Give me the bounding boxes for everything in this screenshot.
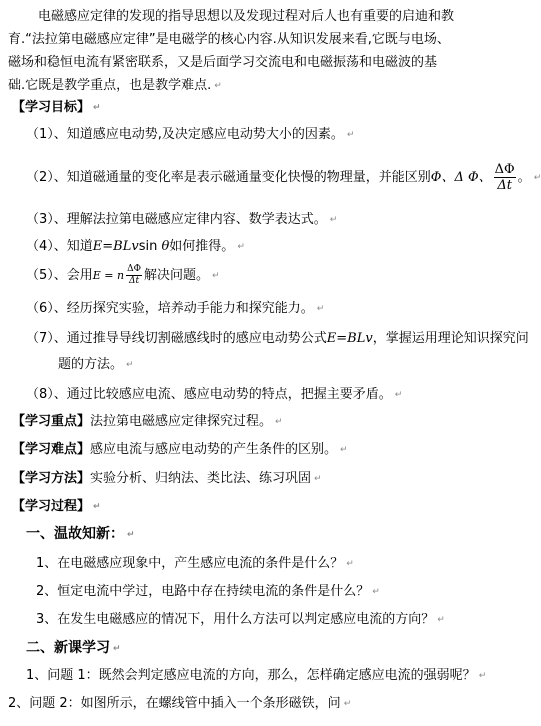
goal-item: （1）、知道感应电动势,及决定感应电动势大小的因素。 ↵ <box>26 127 355 142</box>
intro-line: 电磁感应定律的发现的指导思想以及发现过程对后人也有重要的启迪和教 <box>38 9 455 24</box>
phi-symbols: Φ、Δ Φ、 <box>430 170 492 185</box>
formula-e-n: E = n <box>92 269 125 282</box>
goal-item-continuation: 题的方法。 ↵ <box>58 357 134 372</box>
review-heading: 一、温故知新： ↵ <box>26 526 135 542</box>
goal-item: （5）、会用E = n $\frac{\Delta\Phi}{\Delta t}$ 解决问题。 ↵ <box>26 264 220 286</box>
key-point-line: 【学习重点】法拉第电磁感应定律探究过程。 ↵ <box>12 414 283 429</box>
process-heading: 【学习过程】 ↵ <box>12 499 101 514</box>
goal-item: （8）、通过比较感应电流、感应电动势的特点，把握主要矛盾。 ↵ <box>26 387 403 402</box>
methods-line: 【学习方法】实验分析、归纳法、类比法、练习巩固 ↵ <box>12 471 322 486</box>
new-lesson-heading: 二、新课学习 ↵ <box>26 640 121 656</box>
goal-item: （7）、通过推导导线切割磁感线时的感应电动势公式E=BLv，掌握运用理论知识探究问 <box>26 331 529 346</box>
review-question: 3、在发生电磁感应的情况下，用什么方法可以判定感应电流的方向？ ↵ <box>36 612 445 627</box>
intro-line: 础.它既是教学重点，也是教学难点. ↵ <box>8 78 222 93</box>
goal-item: （6）、经历探究实验，培养动手能力和探究能力。 ↵ <box>26 301 325 316</box>
return-mark: ↵ <box>214 81 222 91</box>
methods-heading: 【学习方法】 <box>12 471 91 486</box>
key-point-heading: 【学习重点】 <box>12 414 91 429</box>
new-lesson-question: 2、问题 2：如图所示，在螺线管中插入一个条形磁铁，问 ↵ <box>8 696 352 711</box>
goal-item: （3）、理解法拉第电磁感应定律内容、数学表达式。 ↵ <box>26 212 338 227</box>
intro-line: 磁场和稳恒电流有紧密联系，又是后面学习交流电和电磁振荡和电磁波的基 <box>8 55 438 70</box>
review-question: 2、恒定电流中学过，电路中存在持续电流的条件是什么？ ↵ <box>36 584 380 599</box>
goal-item: （2）、知道磁通量的变化率是表示磁通量变化快慢的物理量，并能区别Φ、Δ Φ、 $\frac{\Delta\Phi}{\Delta t}$ 。 ↵ <box>26 162 541 193</box>
goal-item: （4）、知道E=BLvsin θ如何推得。 ↵ <box>26 239 245 254</box>
faraday-law-fraction: $\frac{\Delta\Phi}{\Delta t}$ <box>127 264 141 286</box>
difficulty-heading: 【学习难点】 <box>12 442 91 457</box>
new-lesson-question: 1、问题 1：既然会判定感应电流的方向，那么，怎样确定感应电流的强弱呢？ ↵ <box>26 668 487 683</box>
formula-e-blv: E=BLv <box>92 239 139 254</box>
intro-line: 育.“法拉第电磁感应定律”是电磁学的核心内容.从知识发展来看,它既与电场、 <box>8 32 450 47</box>
goals-heading: 【学习目标】 ↵ <box>12 100 101 115</box>
review-question: 1、在电磁感应现象中，产生感应电流的条件是什么？ ↵ <box>36 556 354 571</box>
difficulty-line: 【学习难点】感应电流与感应电动势的产生条件的区别。 ↵ <box>12 442 348 457</box>
flux-change-rate-fraction: $\frac{\Delta\Phi}{\Delta t}$ <box>494 162 515 193</box>
